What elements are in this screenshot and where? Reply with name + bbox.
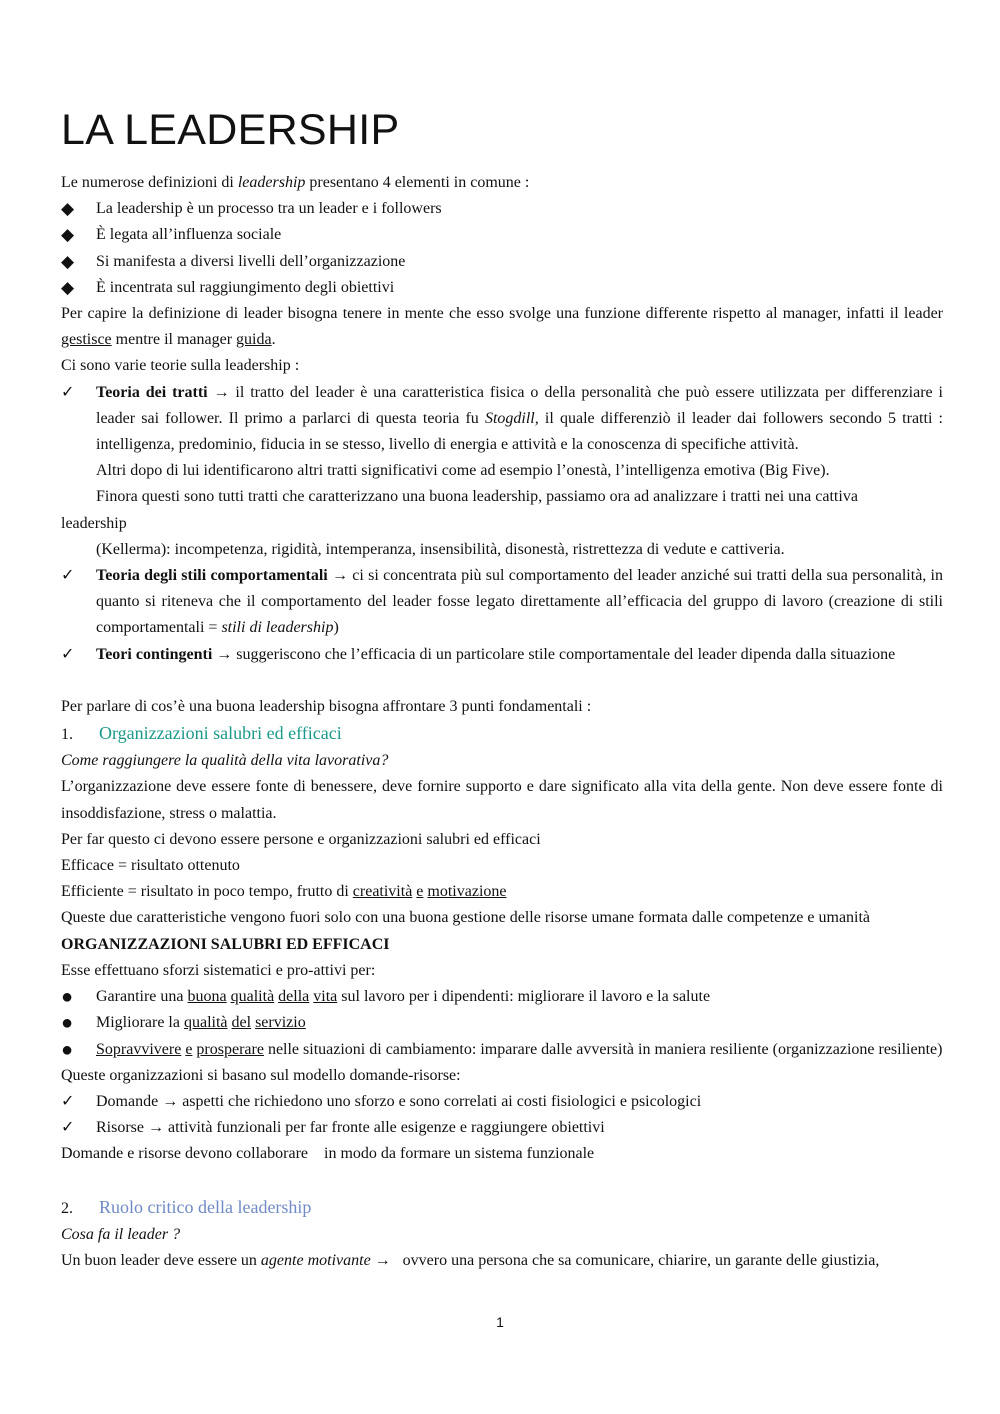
checkmark-icon: ✓: [61, 1119, 75, 1137]
teoria-contingenti-item: ✓ Teori contingenti → suggeriscono che l’efficacia di un particolare stile comportamentale del leader dipenda dalla situazione: [61, 642, 943, 668]
list-item: ◆ La leadership è un processo tra un leader e i followers: [61, 196, 943, 222]
list-item: ✓ Domande → aspetti che richiedono uno sforzo e sono correlati ai costi fisiologici e psicologici: [61, 1089, 943, 1115]
page-number: 1: [496, 1314, 504, 1330]
list-item: ◆ Si manifesta a diversi livelli dell’organizzazione: [61, 249, 943, 275]
teoria-tratti-item: ✓ Teoria dei tratti → il tratto del leader è una caratteristica fisica o della personalità che può essere utilizzata per differenziare i leader sai follower. Il primo a parlarci di questa teoria fu Stogdill, il quale differenziò il leader dai followers secondo 5 tratti : intelligenza, predominio, fiducia in se stesso, livello di energia e attività e la conoscenza di specifiche attività.: [61, 380, 943, 459]
punti-intro: Per parlare di cos’è una buona leadership bisogna affrontare 3 punti fondamentali :: [61, 697, 592, 715]
section-1-p7: Queste organizzazioni si basano sul modello domande-risorse:: [61, 1066, 461, 1084]
leader-paragraph: Per capire la definizione di leader bisogna tenere in mente che esso svolge una funzione differente rispetto al manager, infatti il leader gestisce mentre il manager guida.: [61, 305, 943, 349]
list-item: ✓ Risorse → attività funzionali per far fronte alle esigenze e raggiungere obiettivi: [61, 1115, 943, 1141]
teoria-tratti-altri: Altri dopo di lui identificarono altri tratti significativi come ad esempio l’onestà, l’intelligenza emotiva (Big Five).: [96, 462, 830, 480]
intro-paragraph: Le numerose definizioni di leadership presentano 4 elementi in comune :: [61, 174, 530, 191]
list-item: ● Sopravvivere e prosperare nelle situazioni di cambiamento: imparare dalle avversità in maniera resiliente (organizzazione resiliente): [61, 1037, 943, 1063]
section-1-p4: Efficiente = risultato in poco tempo, frutto di creatività e motivazione: [61, 883, 507, 901]
page-content: [61, 104, 943, 1274]
section-1-caps-heading: ORGANIZZAZIONI SALUBRI ED EFFICACI: [61, 935, 390, 953]
section-1-heading: 1. Organizzazioni salubri ed efficaci: [61, 723, 342, 744]
list-item: ◆ È legata all’influenza sociale: [61, 222, 943, 248]
section-2-heading: 2. Ruolo critico della leadership: [61, 1196, 312, 1217]
section-2-question: Cosa fa il leader ?: [61, 1225, 181, 1243]
diamond-bullet-icon: ◆: [61, 199, 75, 219]
section-1-p3: Efficace = risultato ottenuto: [61, 857, 240, 875]
dot-bullet-icon: ●: [61, 1038, 74, 1061]
list-item: ● Garantire una buona qualità della vita sul lavoro per i dipendenti: migliorare il lavoro e la salute: [61, 984, 943, 1010]
section-1-p5: Queste due caratteristiche vengono fuori solo con una buona gestione delle risorse umane formata dalle competenze e umanità: [61, 909, 871, 927]
teoria-tratti-finora: Finora questi sono tutti tratti che caratterizzano una buona leadership, passiamo ora ad analizzare i tratti nei una cattiva leadership: [61, 488, 858, 532]
section-1-p2: Per far questo ci devono essere persone e organizzazioni salubri ed efficaci: [61, 830, 541, 848]
section-1-question: Come raggiungere la qualità della vita lavorativa?: [61, 752, 389, 770]
diamond-bullet-icon: ◆: [61, 251, 75, 271]
page-title: LA LEADERSHIP: [61, 106, 400, 154]
teoria-tratti-kellerma: (Kellerma): incompetenza, rigidità, intemperanza, insensibilità, disonestà, ristrettezza di vedute e cattiveria.: [96, 540, 785, 558]
teoria-stili-item: ✓ Teoria degli stili comportamentali → ci si concentrata più sul comportamento del leader anziché sui tratti della sua personalità, in quanto si riteneva che il comportamento del leader fosse legato direttamente all’efficacia del gruppo di lavoro (creazione di stili comportamentali = stili di leadership): [61, 563, 943, 642]
dot-bullet-icon: ●: [61, 986, 74, 1009]
checkmark-icon: ✓: [61, 1092, 75, 1110]
checkmark-icon: ✓: [61, 645, 75, 663]
list-item: ◆ È incentrata sul raggiungimento degli obiettivi: [61, 275, 943, 301]
checkmark-icon: ✓: [61, 383, 75, 401]
diamond-bullet-icon: ◆: [61, 277, 75, 297]
section-1-p1: L’organizzazione deve essere fonte di benessere, deve fornire supporto e dare significato alla vita della gente. Non deve essere fonte di insoddisfazione, stress o malattia.: [61, 778, 943, 822]
diamond-bullet-icon: ◆: [61, 225, 75, 245]
section-1-p6: Esse effettuano sforzi sistematici e pro-attivi per:: [61, 961, 376, 979]
list-item: ● Migliorare la qualità del servizio: [61, 1010, 943, 1036]
dot-bullet-icon: ●: [61, 1012, 74, 1035]
teorie-intro: Ci sono varie teorie sulla leadership :: [61, 357, 300, 375]
checkmark-icon: ✓: [61, 567, 75, 585]
section-2-p1: Un buon leader deve essere un agente motivante → ovvero una persona che sa comunicare, chiarire, un garante delle giustizia,: [61, 1251, 880, 1269]
section-1-p8: Domande e risorse devono collaborare in modo da formare un sistema funzionale: [61, 1145, 595, 1163]
